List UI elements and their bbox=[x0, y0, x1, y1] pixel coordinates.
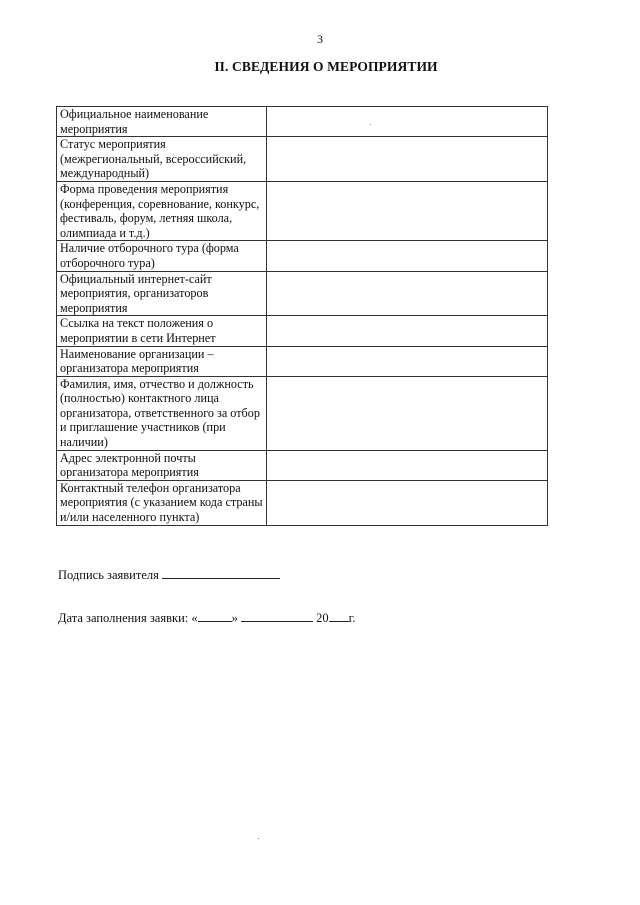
signature-label: Подпись заявителя bbox=[58, 568, 159, 582]
signature-blank[interactable] bbox=[162, 566, 280, 579]
row-value[interactable] bbox=[267, 107, 548, 137]
row-value[interactable] bbox=[267, 316, 548, 346]
row-label: Форма проведения мероприятия (конференция, соревнование, конкурс, фестиваль, форум, летняя школа, олимпиада и т.д.) bbox=[57, 181, 267, 240]
row-value[interactable] bbox=[267, 271, 548, 316]
row-value[interactable] bbox=[267, 181, 548, 240]
row-label: Ссылка на текст положения о мероприятии в сети Интернет bbox=[57, 316, 267, 346]
date-line bbox=[58, 609, 355, 626]
row-label: Статус мероприятия (межрегиональный, всероссийский, международный) bbox=[57, 137, 267, 182]
table-row bbox=[57, 137, 548, 182]
scan-speck bbox=[258, 838, 259, 839]
scan-speck bbox=[370, 124, 371, 125]
month-blank[interactable] bbox=[241, 609, 313, 622]
row-value[interactable] bbox=[267, 137, 548, 182]
table-row bbox=[57, 450, 548, 480]
row-label: Адрес электронной почты организатора мероприятия bbox=[57, 450, 267, 480]
signature-line bbox=[58, 566, 280, 583]
row-label: Наличие отборочного тура (форма отборочного тура) bbox=[57, 241, 267, 271]
section-title: II. СВЕДЕНИЯ О МЕРОПРИЯТИИ bbox=[214, 59, 438, 74]
row-value[interactable] bbox=[267, 376, 548, 450]
table-row bbox=[57, 480, 548, 525]
table-row bbox=[57, 107, 548, 137]
table-row bbox=[57, 316, 548, 346]
date-close-quote: » bbox=[231, 611, 238, 625]
event-info-table bbox=[56, 106, 548, 526]
row-label: Наименование организации – организатора мероприятия bbox=[57, 346, 267, 376]
row-value[interactable] bbox=[267, 450, 548, 480]
table-row bbox=[57, 346, 548, 376]
table-row bbox=[57, 181, 548, 240]
row-label: Фамилия, имя, отчество и должность (полностью) контактного лица организатора, ответственного за отбор и приглашение участников (при наличии) bbox=[57, 376, 267, 450]
row-label: Контактный телефон организатора мероприятия (с указанием кода страны и/или населенного пункта) bbox=[57, 480, 267, 525]
day-blank[interactable] bbox=[198, 609, 232, 622]
table-row bbox=[57, 241, 548, 271]
row-value[interactable] bbox=[267, 480, 548, 525]
row-value[interactable] bbox=[267, 346, 548, 376]
date-label: Дата заполнения заявки: bbox=[58, 611, 189, 625]
table-row bbox=[57, 271, 548, 316]
page-number: 3 bbox=[317, 32, 323, 46]
year-suffix: г. bbox=[348, 611, 356, 625]
row-value[interactable] bbox=[267, 241, 548, 271]
row-label: Официальный интернет-сайт мероприятия, организаторов мероприятия bbox=[57, 271, 267, 316]
year-blank[interactable] bbox=[329, 609, 349, 622]
row-label: Официальное наименование мероприятия bbox=[57, 107, 267, 137]
year-prefix: 20 bbox=[316, 611, 329, 625]
date-open-quote: « bbox=[191, 611, 198, 625]
table-row bbox=[57, 376, 548, 450]
